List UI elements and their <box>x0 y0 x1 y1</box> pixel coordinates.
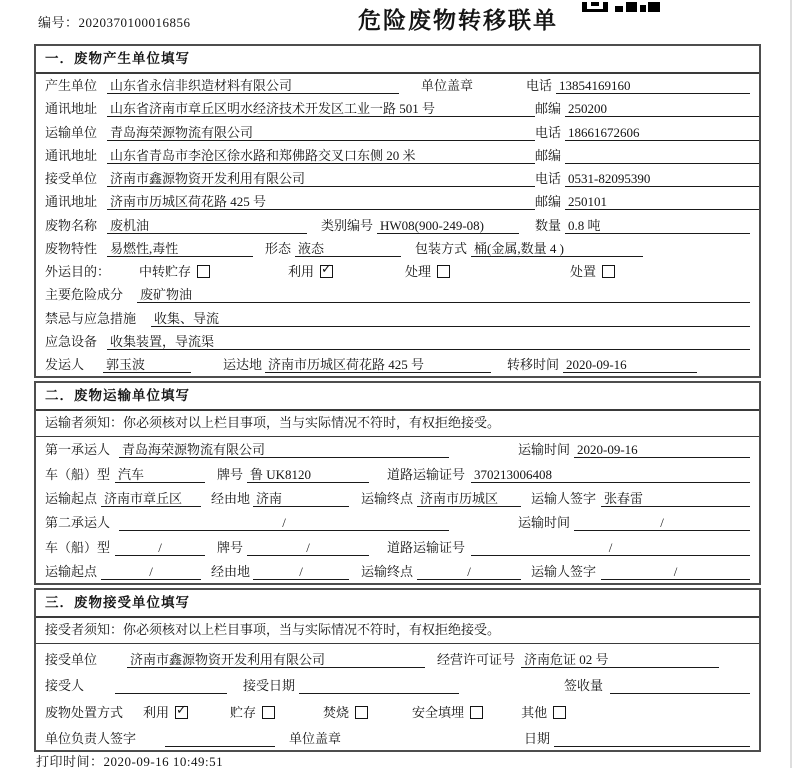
section-producer <box>34 44 761 378</box>
zip-label: 邮编 <box>535 194 562 210</box>
carrier2-start-value: / <box>101 563 201 580</box>
date-label: 日期 <box>524 731 551 746</box>
purpose-option-label: 处理 <box>405 264 432 280</box>
section-receiver-rows <box>36 644 759 750</box>
transporter-address-value: 山东省青岛市李沧区徐水路和郑佛路交叉口东侧 20 米 <box>107 147 535 164</box>
emergency-equipment-label: 应急设备 <box>45 333 98 349</box>
transporter-phone-value: 18661672606 <box>565 124 759 141</box>
zip-label: 邮编 <box>535 147 562 163</box>
carrier1-route-row <box>36 486 759 510</box>
producer-address-value: 山东省济南市章丘区明水经济技术开发区工业一路 501 号 <box>107 100 535 117</box>
page-title: 危险废物转移联单 <box>358 8 558 33</box>
phone-label: 电话 <box>535 124 562 140</box>
receiver-zip-value: 250101 <box>565 193 759 210</box>
checkbox-icon <box>197 265 210 278</box>
plate-label: 牌号 <box>217 466 244 482</box>
qr-code-fragment-icon <box>582 0 660 16</box>
disposal-method-label: 废物处置方式 <box>45 704 124 720</box>
zip-label: 邮编 <box>535 101 562 117</box>
shipper-value: 郭玉波 <box>103 356 191 373</box>
hazard-component-row <box>36 283 759 306</box>
transport-notice: 运输者须知：你必须核对以上栏目事项，当与实际情况不符时，有权拒绝接受。 <box>36 411 759 437</box>
accept-unit-label: 接受单位 <box>45 651 98 667</box>
waste-character-label: 废物特性 <box>45 240 98 256</box>
vehicle-type-label: 车（船）型 <box>45 466 111 482</box>
phone-label: 电话 <box>526 78 553 94</box>
checkbox-icon <box>437 265 450 278</box>
form-label: 形态 <box>265 240 292 256</box>
permit-number-label: 经营许可证号 <box>437 651 516 667</box>
scan-edge-line <box>790 0 792 768</box>
transporter-label: 运输单位 <box>45 124 98 140</box>
carrier1-via-value: 济南 <box>253 490 349 507</box>
disposal-method-row <box>36 697 759 724</box>
disposal-option-label: 贮存 <box>230 704 257 720</box>
packing-label: 包装方式 <box>415 240 468 256</box>
acceptor-label: 接受人 <box>45 678 85 693</box>
address-label: 通讯地址 <box>45 101 98 117</box>
disposal-option-label: 其他 <box>521 704 548 720</box>
hazard-component-value: 废矿物油 <box>137 286 750 303</box>
transporter-value: 青岛海荣源物流有限公司 <box>107 124 535 141</box>
producer-row <box>36 74 759 97</box>
vehicle-type-label: 车（船）型 <box>45 539 111 555</box>
taboo-measures-value: 收集、导流 <box>151 310 750 327</box>
transport-time-label: 运输时间 <box>518 442 571 458</box>
transfer-time-label: 转移时间 <box>507 357 560 373</box>
transporter-row <box>36 120 759 143</box>
print-time-value: 2020-09-16 10:49:51 <box>103 754 224 768</box>
carrier2-vehicle-value: / <box>115 539 205 556</box>
disposal-option-label: 利用 <box>143 704 170 720</box>
carrier1-end-value: 济南市历城区 <box>417 490 521 507</box>
disposal-option-other <box>521 704 566 721</box>
address-label: 通讯地址 <box>45 194 98 210</box>
accept-date-value <box>299 677 459 694</box>
transport-time-label: 运输时间 <box>518 515 571 531</box>
purpose-option-label: 利用 <box>288 264 315 280</box>
phone-label: 电话 <box>535 171 562 187</box>
acceptor-value <box>115 677 227 694</box>
carrier2-via-value: / <box>253 563 349 580</box>
carrier2-row <box>36 510 759 534</box>
carrier2-value: / <box>119 514 449 531</box>
accept-date-label: 接受日期 <box>243 678 296 693</box>
producer-label: 产生单位 <box>45 78 98 94</box>
receiver-address-value: 济南市历城区荷花路 425 号 <box>107 193 535 210</box>
checkbox-icon <box>553 706 566 719</box>
carrier1-row <box>36 437 759 461</box>
purpose-option-label: 中转贮存 <box>139 264 192 280</box>
quantity-label: 数量 <box>535 217 562 233</box>
carrier1-license-value: 370213006408 <box>471 466 750 483</box>
section-transport <box>34 381 761 585</box>
receiver-value: 济南市鑫源物资开发利用有限公司 <box>107 170 535 187</box>
carrier2-end-value: / <box>417 563 521 580</box>
carrier1-value: 青岛海荣源物流有限公司 <box>119 441 449 458</box>
receiver-address-row <box>36 190 759 213</box>
destination-label: 运达地 <box>223 357 263 373</box>
section-producer-title: 一．废物产生单位填写 <box>36 46 759 74</box>
signed-quantity-label: 签收量 <box>564 678 604 693</box>
print-time <box>36 751 223 768</box>
purpose-option-label: 处置 <box>570 264 597 280</box>
doc-number-value: 2020370100016856 <box>78 15 191 30</box>
section-receiver <box>34 588 761 752</box>
hazard-component-label: 主要危险成分 <box>45 287 124 303</box>
plate-label: 牌号 <box>217 539 244 555</box>
unit-seal-label: 单位盖章 <box>289 731 342 746</box>
doc-number-label: 编号： <box>38 15 79 30</box>
purpose-row <box>36 260 759 283</box>
disposal-option-landfill <box>412 704 483 721</box>
transporter-sign-label: 运输人签字 <box>531 490 597 506</box>
checkbox-icon <box>262 706 275 719</box>
signed-quantity-value <box>610 677 750 694</box>
road-license-label: 道路运输证号 <box>387 539 466 555</box>
route-via-label: 经由地 <box>211 490 251 506</box>
carrier1-vehicle-value: 汽车 <box>115 466 205 483</box>
address-label: 通讯地址 <box>45 147 98 163</box>
receiver-label: 接受单位 <box>45 171 98 187</box>
date-value <box>554 730 750 747</box>
permit-number-value: 济南危证 02 号 <box>521 651 719 668</box>
section-transport-rows <box>36 437 759 583</box>
transporter-address-row <box>36 144 759 167</box>
accept-unit-value: 济南市鑫源物资开发利用有限公司 <box>127 651 425 668</box>
route-start-label: 运输起点 <box>45 563 98 579</box>
disposal-option-utilize <box>143 704 188 721</box>
form-value: 液态 <box>295 240 401 257</box>
category-code-label: 类别编号 <box>321 217 374 233</box>
shipper-row <box>36 353 759 376</box>
purpose-option-dispose <box>570 263 615 280</box>
doc-number <box>38 12 191 31</box>
route-start-label: 运输起点 <box>45 490 98 506</box>
waste-name-value: 废机油 <box>107 217 307 234</box>
carrier2-sign-value: / <box>601 563 750 580</box>
purpose-option-treat <box>405 263 450 280</box>
taboo-measures-label: 禁忌与应急措施 <box>45 310 137 326</box>
carrier1-sign-value: 张春雷 <box>601 490 750 507</box>
responsible-sign-row <box>36 724 759 751</box>
section-receiver-title: 三．废物接受单位填写 <box>36 590 759 618</box>
producer-address-row <box>36 97 759 120</box>
carrier2-vehicle-row <box>36 534 759 558</box>
carrier2-license-value: / <box>471 539 750 556</box>
producer-phone-value: 13854169160 <box>556 77 750 94</box>
carrier2-time-value: / <box>574 514 750 531</box>
purpose-option-utilize <box>288 263 333 280</box>
transfer-time-value: 2020-09-16 <box>563 356 697 373</box>
carrier1-vehicle-row <box>36 461 759 485</box>
emergency-equipment-value: 收集装置，导流渠 <box>107 333 750 350</box>
responsible-sign-value <box>165 730 275 747</box>
route-end-label: 运输终点 <box>361 490 414 506</box>
disposal-option-label: 焚烧 <box>323 704 350 720</box>
waste-name-label: 废物名称 <box>45 217 98 233</box>
category-code-value: HW08(900-249-08) <box>377 217 519 234</box>
disposal-option-label: 安全填埋 <box>412 704 465 720</box>
route-end-label: 运输终点 <box>361 563 414 579</box>
checkbox-icon <box>320 265 333 278</box>
responsible-sign-label: 单位负责人签字 <box>45 731 137 746</box>
waste-character-row <box>36 237 759 260</box>
print-time-label: 打印时间： <box>36 754 104 768</box>
accept-unit-row <box>36 644 759 671</box>
receiver-phone-value: 0531-82095390 <box>565 170 759 187</box>
carrier1-plate-value: 鲁 UK8120 <box>247 466 369 483</box>
checkbox-icon <box>470 706 483 719</box>
disposal-option-incinerate <box>323 704 368 721</box>
unit-seal-label: 单位盖章 <box>421 78 474 94</box>
section-transport-title: 二．废物运输单位填写 <box>36 383 759 411</box>
carrier1-label: 第一承运人 <box>45 442 111 458</box>
quantity-value: 0.8 吨 <box>565 217 750 234</box>
waste-character-value: 易燃性,毒性 <box>107 240 253 257</box>
waste-name-row <box>36 213 759 236</box>
carrier1-time-value: 2020-09-16 <box>574 441 750 458</box>
transporter-zip-value <box>565 147 759 164</box>
disposal-option-store <box>230 704 275 721</box>
transporter-sign-label: 运输人签字 <box>531 563 597 579</box>
carrier1-start-value: 济南市章丘区 <box>101 490 201 507</box>
acceptor-row <box>36 671 759 698</box>
purpose-label: 外运目的： <box>45 264 111 280</box>
shipper-label: 发运人 <box>45 357 85 373</box>
producer-value: 山东省永信非织造材料有限公司 <box>107 77 399 94</box>
producer-zip-value: 250200 <box>565 100 759 117</box>
carrier2-route-row <box>36 559 759 583</box>
emergency-equipment-row <box>36 330 759 353</box>
road-license-label: 道路运输证号 <box>387 466 466 482</box>
packing-value: 桶(金属,数量 4 ) <box>471 240 643 257</box>
section-producer-rows <box>36 74 759 376</box>
checkbox-icon <box>602 265 615 278</box>
route-via-label: 经由地 <box>211 563 251 579</box>
taboo-measures-row <box>36 306 759 329</box>
destination-value: 济南市历城区荷花路 425 号 <box>265 356 491 373</box>
carrier2-plate-value: / <box>247 539 369 556</box>
purpose-option-transfer <box>139 263 210 280</box>
receiver-row <box>36 167 759 190</box>
receiver-notice: 接受者须知：你必须核对以上栏目事项，当与实际情况不符时，有权拒绝接受。 <box>36 618 759 644</box>
checkbox-icon <box>175 706 188 719</box>
carrier2-label: 第二承运人 <box>45 515 111 531</box>
checkbox-icon <box>355 706 368 719</box>
